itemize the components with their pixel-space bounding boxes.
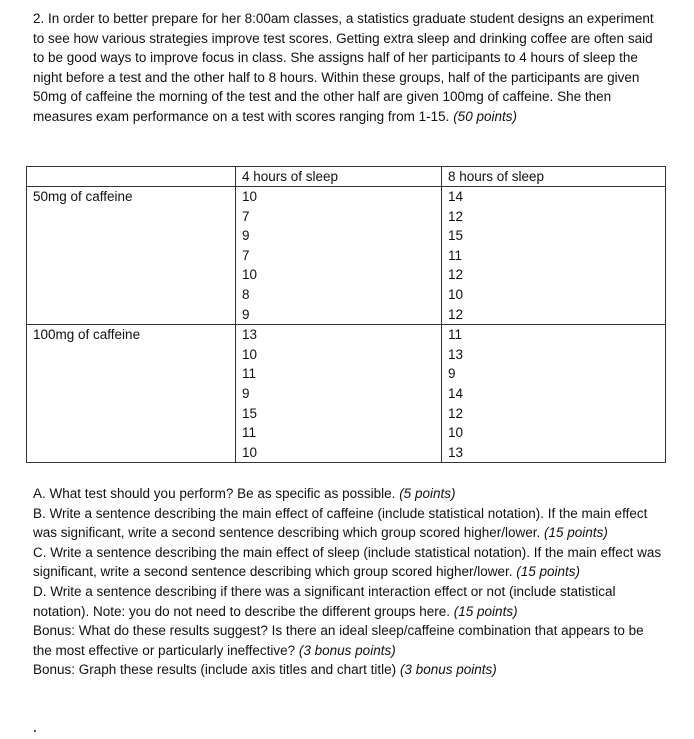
problem-statement [33,9,663,127]
score: 10 [242,444,258,460]
score: 9 [242,306,250,322]
score: 15 [242,405,258,421]
score: 14 [448,189,464,204]
question-c [33,543,663,582]
score: 13 [242,327,258,343]
data-table [26,166,666,463]
score: 9 [448,366,456,382]
question-text: C. Write a sentence describing the main effect of sleep (include statistical notation). If the main effect was significant, write a second sentence describing which group scored higher/lower. [33,544,662,580]
cell-100mg-4h [236,325,442,463]
question-points: (5 points) [399,486,456,501]
problem-points: (50 points) [453,108,517,124]
score: 11 [448,247,463,263]
score: 8 [242,286,250,302]
question-b [33,504,663,543]
score: 12 [448,208,464,224]
question-list [33,484,663,680]
bonus-1 [33,621,663,660]
question-points: (15 points) [453,603,518,619]
question-points: (3 bonus points) [298,642,396,658]
score: 12 [448,405,464,421]
cell-50mg-4h [236,187,442,325]
bonus-2 [33,660,663,680]
problem-text: 2. In order to better prepare for her 8:00am classes, a statistics graduate student designs an experiment to see how various strategies improve test scores. Getting extra sleep and drinking coffee are often said to be good ways to improve focus in class. She assigns half of her participants to 4 hours of sleep the night before a test and the other half to 8 hours. Within these groups, half of the participants are given 50mg of caffeine the morning of the test and the other half are given 100mg of caffeine. She then measures exam performance on a test with scores ranging from 1-15. [33,11,654,124]
question-text: Bonus: Graph these results (include axis titles and chart title) [33,662,400,678]
score: 11 [448,327,463,343]
score: 11 [242,425,257,441]
stray-mark [34,730,36,732]
question-text: Bonus: What do these results suggest? Is there an ideal sleep/caffeine combination that appears to be the most effective or particularly ineffective? [33,623,644,658]
score: 10 [242,346,258,362]
score: 12 [448,267,464,283]
cell-50mg-8h [442,187,666,325]
header-4-hours: 4 hours of sleep [236,167,442,187]
score: 10 [242,267,258,283]
cell-100mg-8h [442,325,666,463]
header-blank [27,167,236,187]
score: 7 [242,208,250,224]
row-label-50mg: 50mg of caffeine [27,187,236,325]
table-row [27,325,666,463]
score: 12 [448,306,464,322]
score: 9 [242,385,250,401]
score: 10 [448,425,464,441]
question-d [33,582,663,621]
score: 10 [242,189,258,204]
question-text: A. What test should you perform? Be as specific as possible. [33,486,400,501]
question-points: (15 points) [516,564,581,580]
score: 11 [242,366,257,382]
score: 15 [448,228,464,244]
question-text: D. Write a sentence describing if there was a significant interaction effect or not (include statistical notation). Note: you do not need to describe the different groups here. [33,583,616,619]
table-row [27,187,666,325]
question-text: B. Write a sentence describing the main effect of caffeine (include statistical notation). If the main effect was significant, write a second sentence describing which group scored higher/lower. [33,505,648,541]
score: 9 [242,228,250,244]
question-a [33,484,663,504]
score: 10 [448,286,464,302]
score: 13 [448,444,464,460]
header-8-hours: 8 hours of sleep [442,167,666,187]
score: 14 [448,385,464,401]
score: 13 [448,346,464,362]
table-header-row [27,167,666,187]
question-points: (3 bonus points) [399,662,497,678]
row-label-100mg: 100mg of caffeine [27,325,236,463]
score: 7 [242,247,250,263]
question-points: (15 points) [544,525,608,541]
